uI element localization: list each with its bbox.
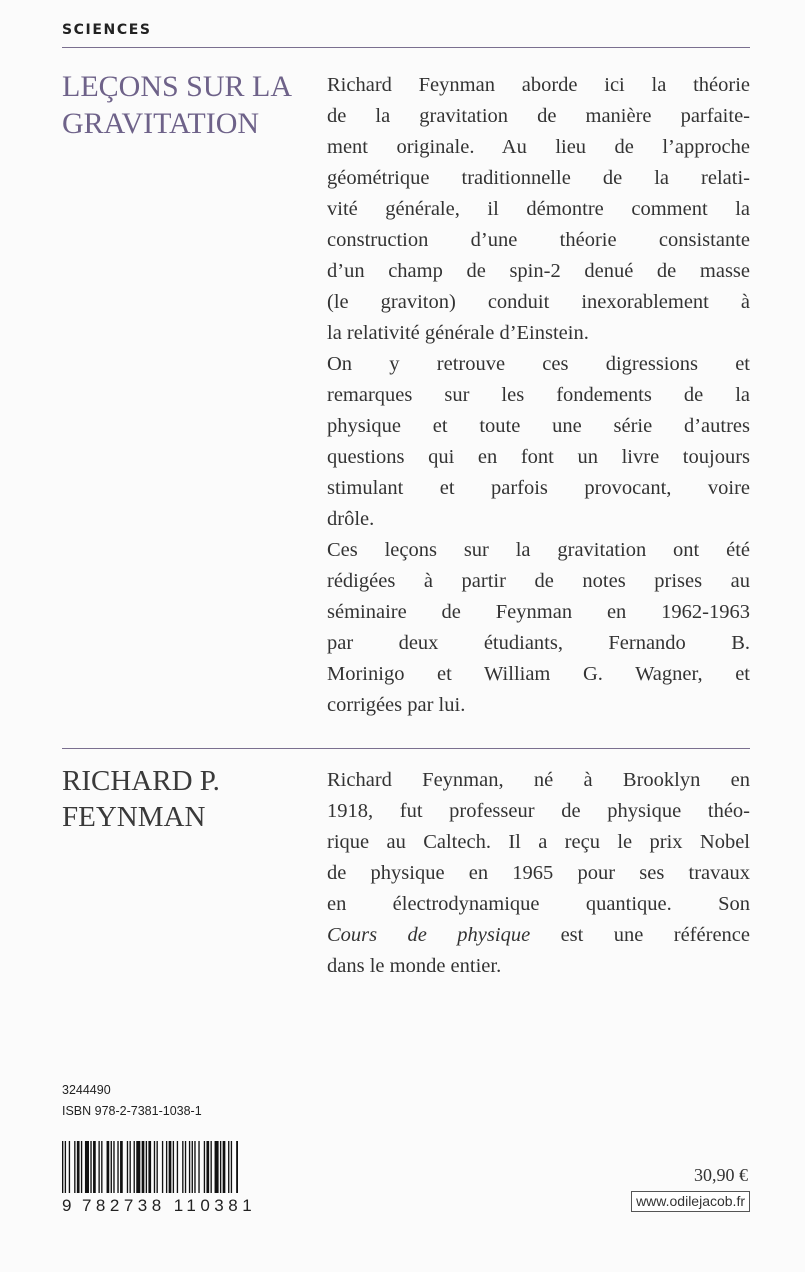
bio-line-tail: est une référence bbox=[530, 924, 750, 946]
bio-line: Richard Feynman, né à Brooklyn en bbox=[327, 769, 750, 791]
barcode-bar bbox=[77, 1141, 80, 1193]
barcode-bar bbox=[194, 1141, 195, 1193]
author-name-line-1: RICHARD P. bbox=[62, 765, 220, 797]
barcode-bar bbox=[182, 1141, 183, 1193]
barcode-bar bbox=[211, 1141, 212, 1193]
barcode-bar bbox=[107, 1141, 110, 1193]
bio-line-with-italic bbox=[327, 920, 750, 951]
barcode-bar bbox=[185, 1141, 186, 1193]
barcode-digit-group-2: 110381 bbox=[173, 1196, 257, 1215]
author-name-line-2: FEYNMAN bbox=[62, 801, 206, 833]
barcode-bar bbox=[189, 1141, 190, 1193]
barcode-bar bbox=[120, 1141, 123, 1193]
description-line: corrigées par lui. bbox=[327, 694, 466, 716]
book-title bbox=[62, 68, 317, 142]
isbn-block bbox=[62, 1080, 202, 1122]
barcode-bar bbox=[117, 1141, 118, 1193]
barcode-bar bbox=[198, 1141, 199, 1193]
description-paragraph-3 bbox=[327, 535, 750, 721]
barcode-bar bbox=[192, 1141, 193, 1193]
book-title-line-2: GRAVITATION bbox=[62, 107, 260, 140]
barcode-bar bbox=[74, 1141, 75, 1193]
top-divider bbox=[62, 47, 750, 48]
barcode-bar bbox=[134, 1141, 135, 1193]
bio-line: rique au Caltech. Il a reçu le prix Nobel bbox=[327, 831, 750, 853]
bio-line: 1918, fut professeur de physique théo- bbox=[327, 800, 750, 822]
bio-line: de physique en 1965 pour ses travaux bbox=[327, 862, 750, 884]
barcode-bar bbox=[146, 1141, 147, 1193]
description-line: la relativité générale d’Einstein. bbox=[327, 322, 589, 344]
bio-line: en électrodynamique quantique. Son bbox=[327, 893, 750, 915]
author-name bbox=[62, 763, 317, 835]
description-line: séminaire de Feynman en 1962-1963 bbox=[327, 601, 750, 623]
description-line: (le graviton) conduit inexorablement à bbox=[327, 291, 750, 313]
publisher-website[interactable]: www.odilejacob.fr bbox=[631, 1191, 750, 1212]
isbn-number: ISBN 978-2-7381-1038-1 bbox=[62, 1104, 202, 1118]
barcode-bar bbox=[223, 1141, 226, 1193]
barcode-bar bbox=[206, 1141, 209, 1193]
barcode-bar bbox=[148, 1141, 151, 1193]
middle-divider bbox=[62, 748, 750, 749]
description-paragraph-1 bbox=[327, 70, 750, 349]
description-line: questions qui en font un livre toujours bbox=[327, 446, 750, 468]
barcode-digit-prefix: 9 bbox=[62, 1196, 76, 1215]
barcode-bar bbox=[162, 1141, 163, 1193]
barcode-bar bbox=[98, 1141, 99, 1193]
barcode-bar bbox=[231, 1141, 232, 1193]
barcode-bar bbox=[101, 1141, 102, 1193]
barcode-bar bbox=[173, 1141, 174, 1193]
barcode-bar bbox=[69, 1141, 70, 1193]
description-line: rédigées à partir de notes prises au bbox=[327, 570, 750, 592]
barcode-bar bbox=[169, 1141, 172, 1193]
barcode-bar bbox=[111, 1141, 112, 1193]
barcode-bar bbox=[62, 1141, 63, 1193]
description-line: ment originale. Au lieu de l’approche bbox=[327, 136, 750, 158]
description-line: Richard Feynman aborde ici la théorie bbox=[327, 74, 750, 96]
barcode-bar bbox=[130, 1141, 131, 1193]
description-line: par deux étudiants, Fernando B. bbox=[327, 632, 750, 654]
barcode-bar bbox=[81, 1141, 82, 1193]
barcode-bar bbox=[65, 1141, 66, 1193]
barcode-bar bbox=[215, 1141, 219, 1193]
barcode-bar bbox=[204, 1141, 205, 1193]
description-paragraph-2 bbox=[327, 349, 750, 535]
category-label: SCIENCES bbox=[62, 22, 152, 38]
barcode-bar bbox=[113, 1141, 114, 1193]
barcode bbox=[62, 1141, 238, 1193]
barcode-bar bbox=[177, 1141, 178, 1193]
barcode-bar bbox=[220, 1141, 221, 1193]
description-line: remarques sur les fondements de la bbox=[327, 384, 750, 406]
barcode-bar bbox=[142, 1141, 145, 1193]
barcode-bar bbox=[136, 1141, 140, 1193]
barcode-digits bbox=[62, 1196, 256, 1216]
barcode-bar bbox=[236, 1141, 238, 1193]
barcode-bar bbox=[166, 1141, 167, 1193]
barcode-bar bbox=[85, 1141, 89, 1193]
barcode-bar bbox=[228, 1141, 229, 1193]
description-line: géométrique traditionnelle de la relati- bbox=[327, 167, 750, 189]
description-line: d’un champ de spin-2 denué de masse bbox=[327, 260, 750, 282]
description-line: Morinigo et William G. Wagner, et bbox=[327, 663, 750, 685]
product-code: 3244490 bbox=[62, 1083, 111, 1097]
barcode-bar bbox=[93, 1141, 96, 1193]
barcode-digit-group-1: 782738 bbox=[81, 1196, 166, 1215]
description-line: de la gravitation de manière parfaite- bbox=[327, 105, 750, 127]
description-line: vité générale, il démontre comment la bbox=[327, 198, 750, 220]
description-line: construction d’une théorie consistante bbox=[327, 229, 750, 251]
barcode-bar bbox=[154, 1141, 155, 1193]
description-line: On y retrouve ces digressions et bbox=[327, 353, 750, 375]
description-line: drôle. bbox=[327, 508, 375, 530]
bio-book-title: Cours de physique bbox=[327, 924, 531, 946]
bio-line: dans le monde entier. bbox=[327, 955, 502, 977]
book-title-line-1: LEÇONS SUR LA bbox=[62, 70, 293, 103]
author-bio bbox=[327, 765, 750, 982]
description-line: stimulant et parfois provocant, voire bbox=[327, 477, 750, 499]
barcode-bar bbox=[90, 1141, 91, 1193]
barcode-bar bbox=[157, 1141, 158, 1193]
book-description bbox=[327, 70, 750, 721]
barcode-bar bbox=[127, 1141, 128, 1193]
price-label: 30,90 € bbox=[694, 1165, 748, 1185]
description-line: Ces leçons sur la gravitation ont été bbox=[327, 539, 750, 561]
description-line: physique et toute une série d’autres bbox=[327, 415, 750, 437]
